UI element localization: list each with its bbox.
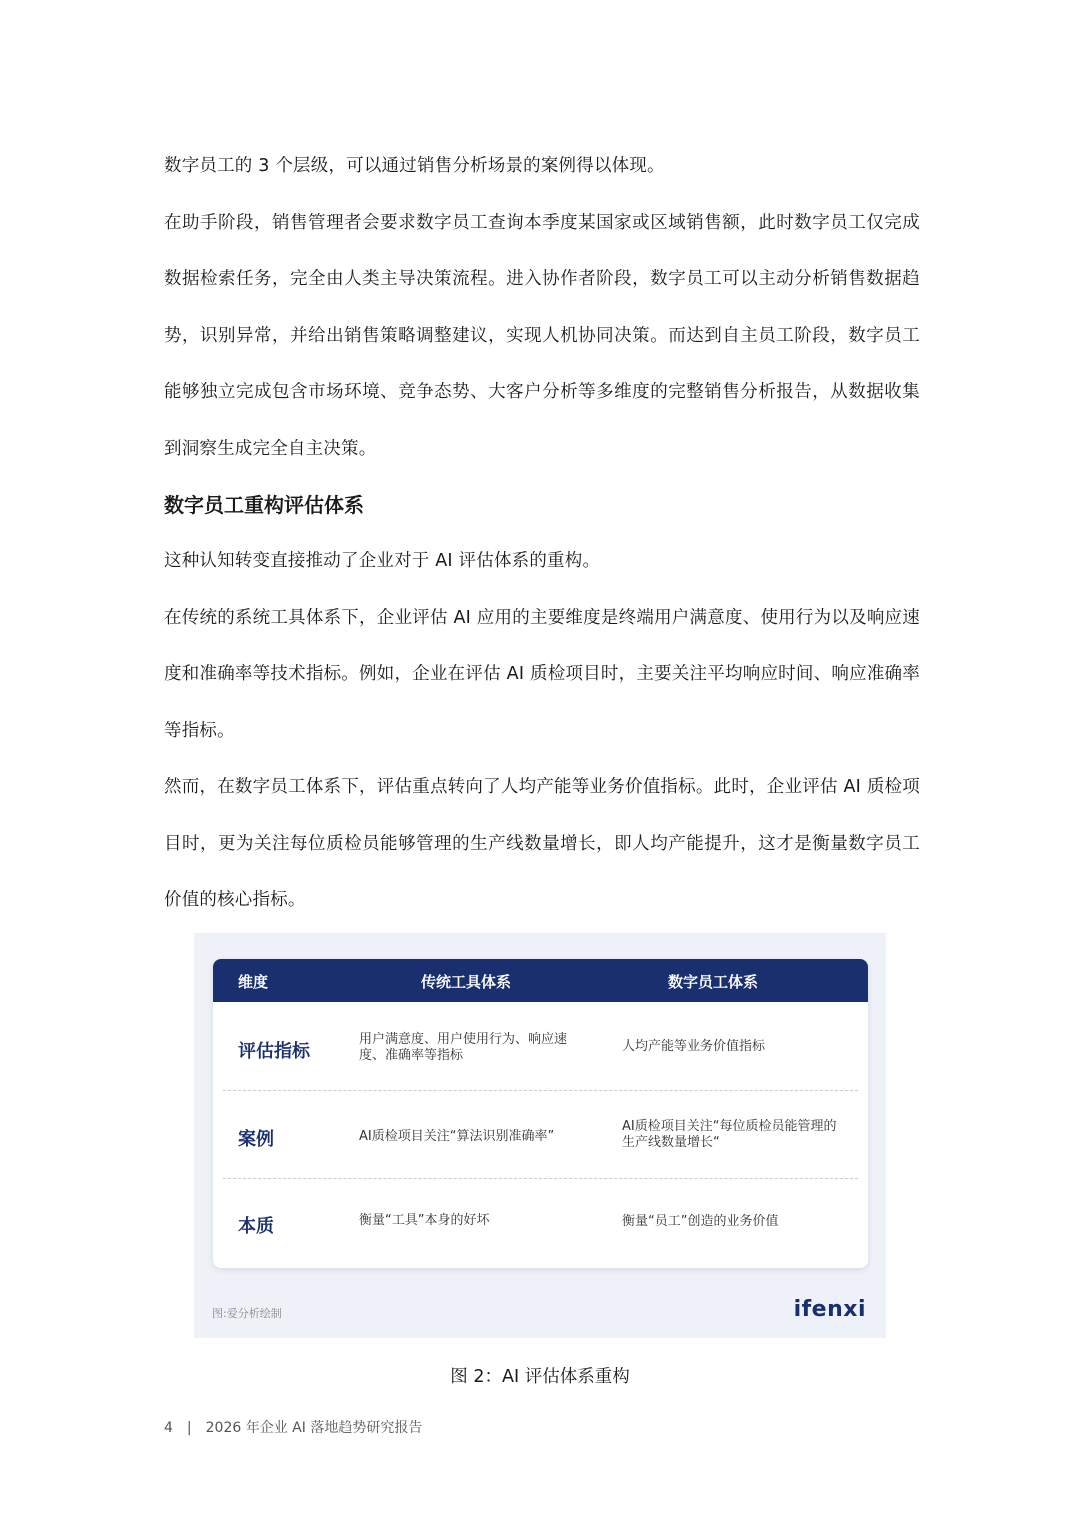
comparison-table (213, 959, 868, 1268)
paragraph: 在传统的系统工具体系下，企业评估 AI 应用的主要维度是终端用户满意度、使用行为以及响应速度和准确率等技术指标。例如，企业在评估 AI 质检项目时，主要关注平均响应时间、响应准确率等指标。 (164, 607, 920, 741)
table-header (213, 959, 868, 1002)
row-digital: 人均产能等业务价值指标 (622, 1039, 766, 1054)
page-number: 4 (164, 1420, 173, 1436)
ifenxi-logo: ifenxi (793, 1297, 866, 1322)
paragraph: 这种认知转变直接推动了企业对于 AI 评估体系的重构。 (164, 551, 601, 571)
figure-source: 图:爱分析绘制 (212, 1307, 282, 1320)
paragraph: 然而，在数字员工体系下，评估重点转向了人均产能等业务价值指标。此时，企业评估 AI 质检项目时，更为关注每位质检员能够管理的生产线数量增长，即人均产能提升，这才是衡量数字员工价值的核心指标。 (164, 777, 920, 910)
comparison-figure (194, 933, 886, 1338)
row-digital: 衡量“员工”创造的业务价值 (622, 1214, 779, 1229)
table-row (213, 1090, 868, 1178)
table-row (213, 1002, 868, 1090)
row-traditional: 用户满意度、用户使用行为、响应速度、准确率等指标 (359, 1032, 568, 1063)
paragraph: 数字员工的 3 个层级，可以通过销售分析场景的案例得以体现。 (164, 156, 665, 176)
row-dimension: 本质 (238, 1216, 274, 1237)
row-dimension: 评估指标 (238, 1041, 310, 1062)
page-footer (164, 1417, 422, 1437)
report-title: 2026 年企业 AI 落地趋势研究报告 (205, 1420, 423, 1436)
section-heading: 数字员工重构评估体系 (164, 493, 364, 517)
header-traditional: 传统工具体系 (421, 973, 512, 991)
row-digital: AI质检项目关注“每位质检员能管理的生产线数量增长“ (622, 1119, 837, 1150)
footer-separator: | (186, 1420, 192, 1436)
table-row (213, 1178, 868, 1266)
figure-caption: 图 2：AI 评估体系重构 (450, 1367, 630, 1387)
header-dimension: 维度 (238, 973, 269, 991)
row-traditional: 衡量“工具”本身的好坏 (359, 1213, 490, 1228)
article-body (164, 138, 920, 929)
row-traditional: AI质检项目关注“算法识别准确率” (359, 1129, 555, 1144)
header-digital: 数字员工体系 (668, 973, 759, 991)
row-dimension: 案例 (238, 1129, 274, 1150)
paragraph: 在助手阶段，销售管理者会要求数字员工查询本季度某国家或区域销售额，此时数字员工仅完成数据检索任务，完全由人类主导决策流程。进入协作者阶段，数字员工可以主动分析销售数据趋势，识别异常，并给出销售策略调整建议，实现人机协同决策。而达到自主员工阶段，数字员工能够独立完成包含市场环境、竞争态势、大客户分析等多维度的完整销售分析报告，从数据收集到洞察生成完全自主决策。 (164, 212, 920, 459)
